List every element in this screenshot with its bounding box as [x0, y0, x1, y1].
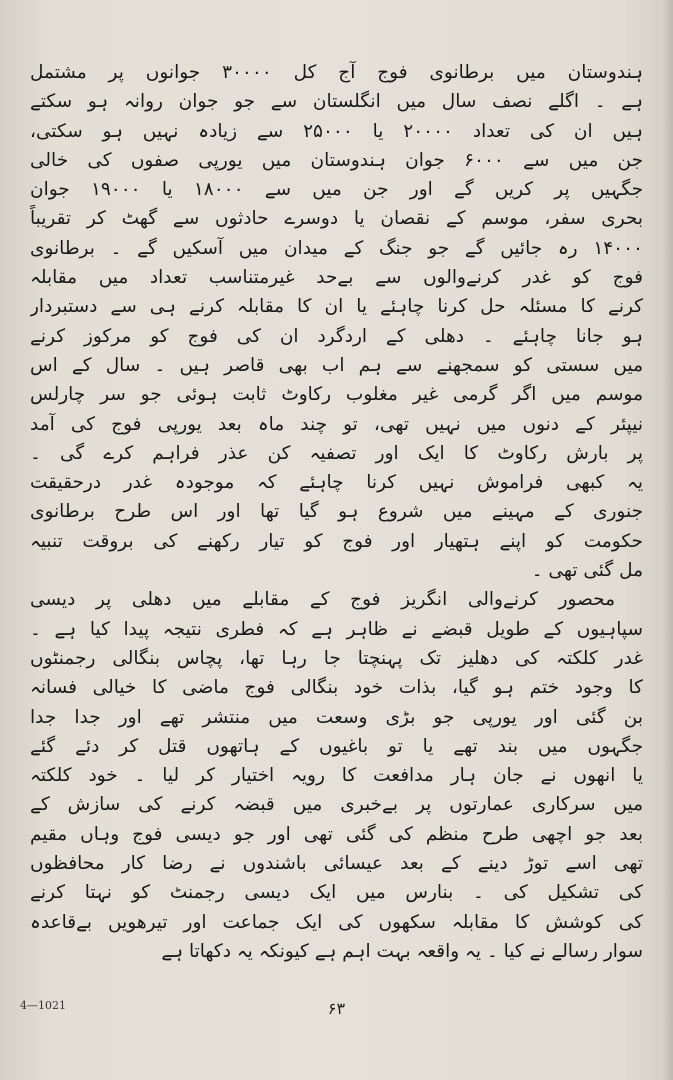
text-line: جنوری کے مہینے میں شروع ہو گیا تھا اور اس طرح برطانوی — [30, 501, 643, 523]
text-line: ہیں ان کی تعداد ۲۰۰۰۰ یا ۲۵۰۰۰ سے زیادہ نہیں ہو سکتی، — [30, 120, 643, 142]
paragraph — [30, 58, 643, 585]
text-line: فوج کو غدر کرنےوالوں سے بےحد غیرمتناسب تعداد میں مقابلہ — [30, 267, 643, 289]
text-line: جگہیں پر کریں گے اور جن میں سے ۱۸۰۰۰ یا ۱۹۰۰۰ جوان — [30, 179, 643, 201]
text-line: بحری سفر، موسم کے نقصان یا دوسرے حادثوں سے گھٹ کر تقریباً — [30, 208, 643, 230]
text-line: جگہوں میں بند تھے یا تو باغیوں کے ہاتھوں قتل کر دئے گئے — [30, 735, 643, 757]
text-line: ۱۴۰۰۰ رہ جائیں گے جو جنگ کے میدان میں آسکیں گے ۔ برطانوی — [30, 237, 643, 259]
paragraph — [30, 585, 643, 966]
text-line: پر بارش رکاوٹ کا ایک اور تصفیہ کن عذر فراہم کرے گی ۔ — [30, 442, 643, 464]
text-line: کرنے کا مسئلہ حل کرنا چاہئے یا ان کا مقابلہ کرنے ہی سے دستبردار — [30, 296, 643, 318]
text-line: کی تشکیل کی ۔ بنارس میں ایک دیسی رجمنٹ کو نہتا کرنے — [30, 882, 643, 904]
text-line: ہندوستان میں برطانوی فوج آج کل ۳۰۰۰۰ جوانوں پر مشتمل — [30, 62, 643, 83]
text-line: بعد جو اچھی طرح منظم کی گئی تھی اور جو دیسی فوج وہاں مقیم — [30, 823, 643, 845]
text-line: یہ کبھی فراموش نہیں کرنا چاہئے کہ موجودہ غدر درحقیقت — [30, 472, 643, 494]
text-line: ہے ۔ اگلے نصف سال میں انگلستان سے جو جوان روانہ ہو سکتے — [30, 91, 643, 113]
text-line: نیپئر کے دنوں میں نہیں تھی، تو چند ماہ بعد یورپی فوج کی آمد — [30, 413, 643, 435]
text-line: بن گئی اور یورپی جو بڑی وسعت میں منتشر تھے اور جدا جدا — [30, 706, 643, 728]
text-line: سپاہیوں کے طویل قبضے نے ظاہر ہے کہ فطری نتیجہ پیدا کیا ہے ۔ — [30, 618, 643, 640]
text-line: کی کوشش کا مقابلہ سکھوں کی ایک جماعت اور تیرھویں بےقاعدہ — [30, 911, 643, 933]
text-line: سوار رسالے نے کیا ۔ یہ واقعہ بہت اہم ہے کیونکہ یہ دکھاتا ہے — [161, 940, 643, 962]
text-line: موسم میں اگر گرمی غیر مغلوب رکاوٹ ثابت ہوئی جو سر چارلس — [30, 384, 643, 406]
body-text — [30, 58, 643, 966]
text-line: محصور کرنےوالی انگریز فوج کے مقابلے میں دھلی پر دیسی — [30, 589, 615, 611]
text-line: ہو جانا چاہئے ۔ دھلی کے اردگرد ان کی فوج کو مرکوز کرنے — [30, 325, 643, 347]
text-line: تھی اسے توڑ دینے کے بعد عیسائی باشندوں نے رضا کار محافظوں — [30, 853, 643, 875]
text-line: غدر کلکتہ کی دھلیز تک پہنچتا جا رہا تھا، پچاس بنگالی رجمنٹوں — [30, 647, 643, 669]
text-line: جن میں سے ۶۰۰۰ جوان ہندوستان میں یورپی صفوں کی خالی — [30, 149, 643, 171]
text-line: میں سرکاری عمارتوں پر بےخبری میں قبضہ کرنے کی سازش کے — [30, 794, 643, 816]
page-number: ۶۳ — [327, 999, 346, 1018]
printer-code: 4—1021 — [20, 999, 66, 1012]
text-line: حکومت کو اپنے ہتھیار اور فوج کو تیار رکھنے کی بروقت تنبیہ — [30, 530, 643, 552]
text-line: کا وجود ختم ہو گیا، بذات خود بنگالی فوج ماضی کا خیالی فسانہ — [30, 677, 643, 699]
text-line: میں سستی کو سمجھنے سے ہم اب بھی قاصر ہیں ۔ سال کے اس — [30, 354, 643, 376]
text-line: مل گئی تھی ۔ — [531, 560, 643, 582]
text-line: یا انھوں نے جان ہار مدافعت کا رویہ اختیار کر لیا ۔ خود کلکتہ — [30, 765, 643, 787]
